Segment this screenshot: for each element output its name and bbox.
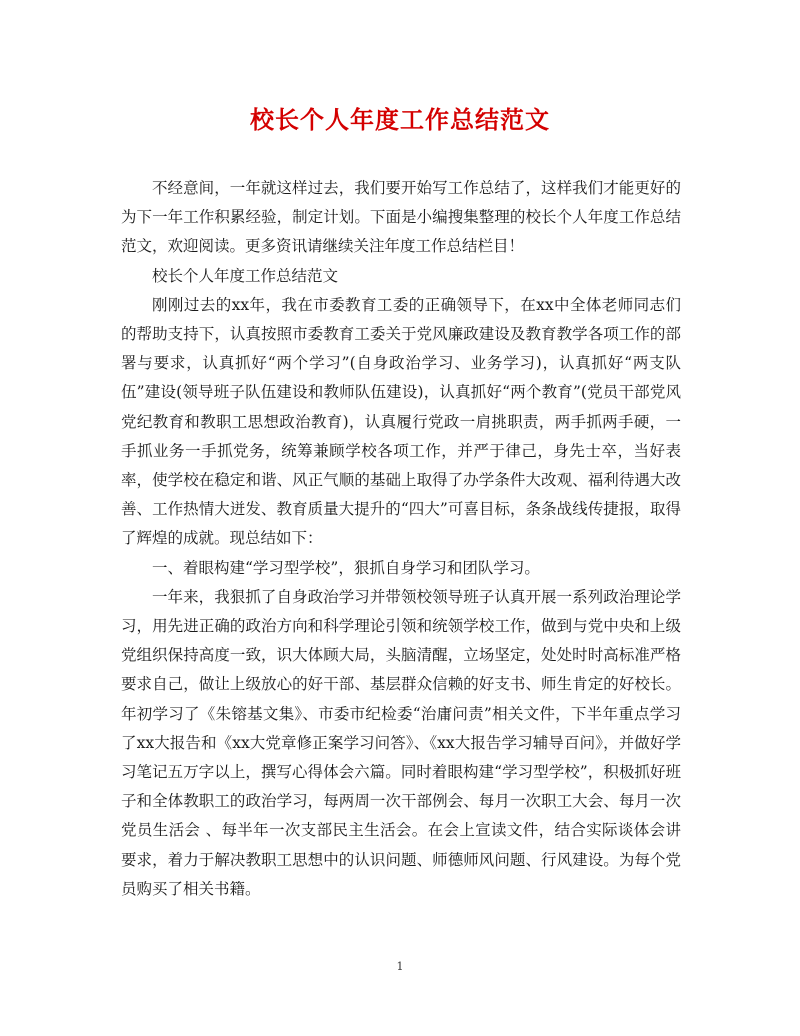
intro-paragraph: 不经意间，一年就这样过去，我们要开始写工作总结了，这样我们才能更好的为下一年工作积累经验，制定计划。下面是小编搜集整理的校长个人年度工作总结范文，欢迎阅读。更多资讯请继续关注年度工作总结栏目！ <box>121 179 681 256</box>
overview-paragraph: 刚刚过去的xx年，我在市委教育工委的正确领导下，在xx中全体老师同志们的帮助支持下，认真按照市委教育工委关于党风廉政建设及教育教学各项工作的部署与要求，认真抓好“两个学习”(自身政治学习、业务学习)，认真抓好“两支队伍”建设(领导班子队伍建设和教师队伍建设)，认真抓好“两个教育”(党员干部党风党纪教育和教职工思想政治教育)，认真履行党政一肩挑职责，两手抓两手硬，一手抓业务一手抓党务，统筹兼顾学校各项工作，并严于律己，身先士卒，当好表率，使学校在稳定和谐、风正气顺的基础上取得了办学条件大改观、福利待遇大改善、工作热情大迸发、教育质量大提升的“四大”可喜目标，条条战线传捷报，取得了辉煌的成就。现总结如下： <box>121 295 681 548</box>
page-number: 1 <box>396 960 404 973</box>
section-heading-1: 一、着眼构建“学习型学校”，狠抓自身学习和团队学习。 <box>152 558 540 577</box>
subtitle-paragraph: 校长个人年度工作总结范文 <box>152 266 339 285</box>
section-1-paragraph: 一年来，我狠抓了自身政治学习并带领校领导班子认真开展一系列政治理论学习，用先进正确的政治方向和科学理论引领和统领学校工作，做到与党中央和上级党组织保持高度一致，识大体顾大局，头脑清醒，立场坚定，处处时时高标准严格要求自己，做让上级放心的好干部、基层群众信赖的好支书、师生肯定的好校长。年初学习了《朱镕基文集》、市委市纪检委“治庸问责”相关文件，下半年重点学习了xx大报告和《xx大党章修正案学习问答》、《xx大报告学习辅导百问》，并做好学习笔记五万字以上，撰写心得体会六篇。同时着眼构建“学习型学校”，积极抓好班子和全体教职工的政治学习，每两周一次干部例会、每月一次职工大会、每月一次党员生活会 、每半年一次支部民主生活会。在会上宣读文件，结合实际谈体会讲要求，着力于解决教职工思想中的认识问题、师德师风问题、行风建设。为每个党员购买了相关书籍。 <box>121 587 681 898</box>
document-body <box>121 174 681 904</box>
document-title: 校长个人年度工作总结范文 <box>250 105 550 134</box>
